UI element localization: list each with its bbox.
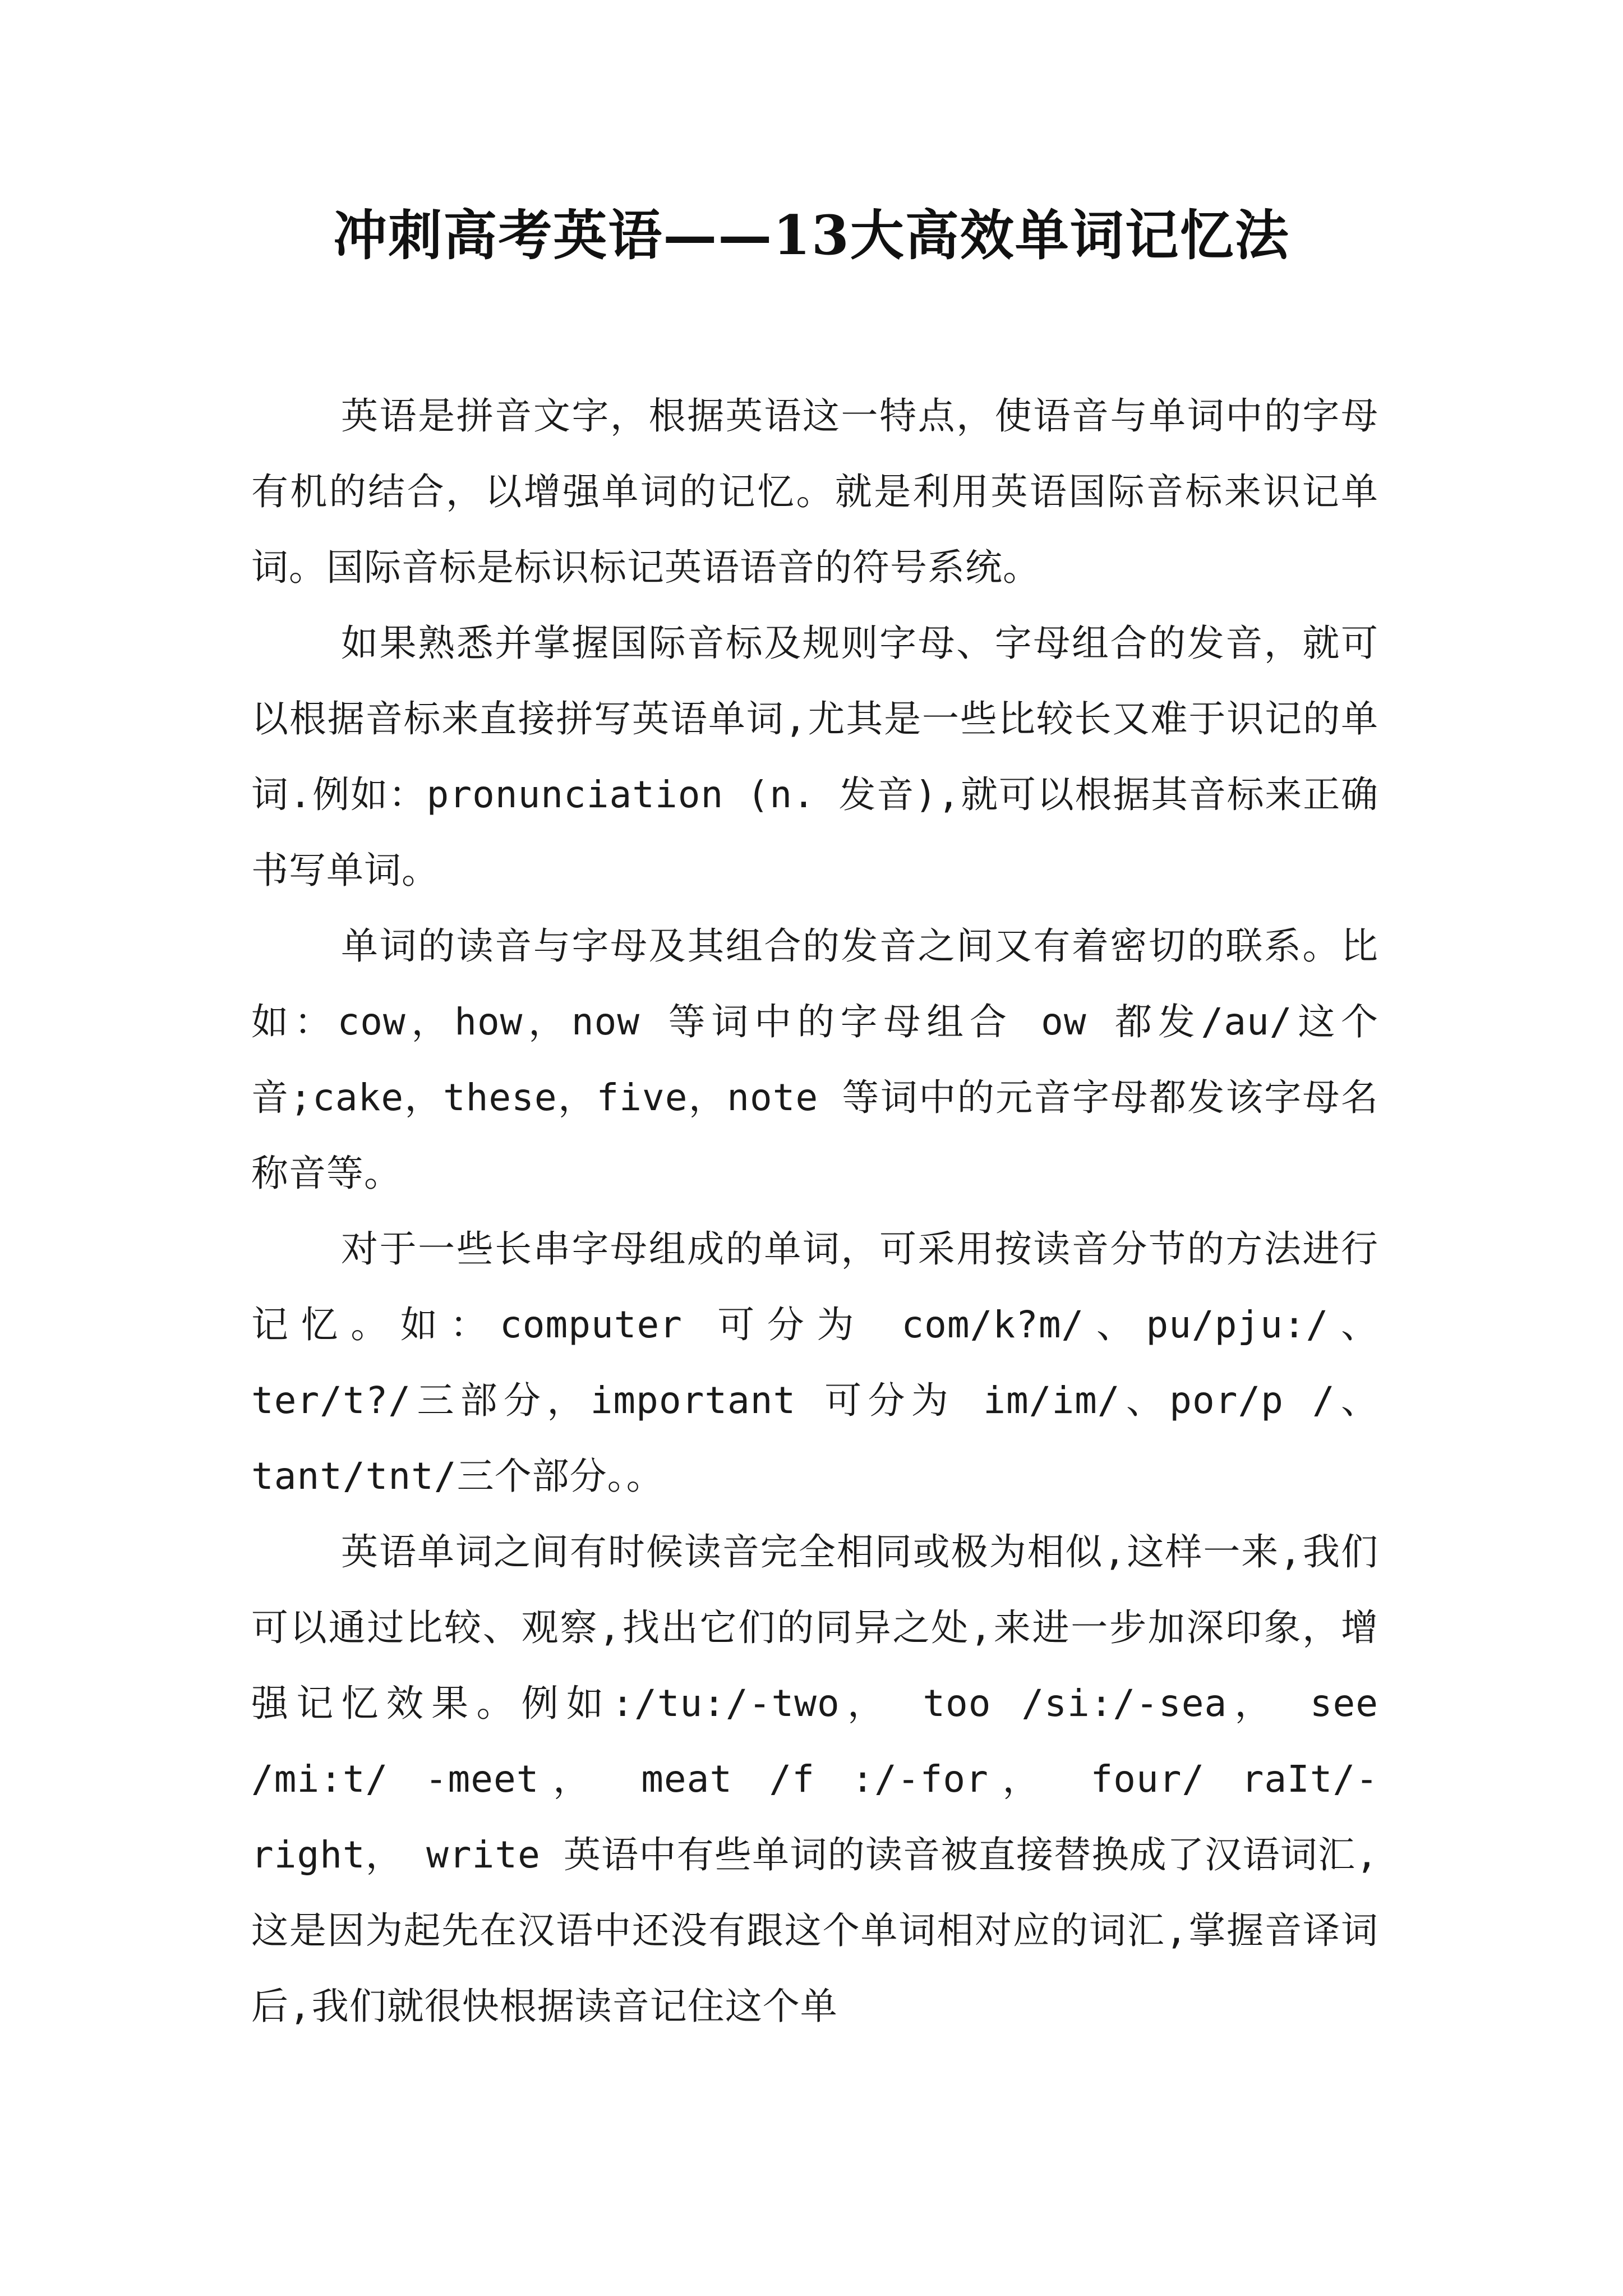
- paragraph-2: 如果熟悉并掌握国际音标及规则字母、字母组合的发音，就可以根据音标来直接拼写英语单词,尤其是一些比较长又难于识记的单词.例如：pronunciation (n. 发音),就可以根据其音标来正确书写单词。: [251, 622, 1378, 892]
- document-title: 冲刺高考英语——13大高效单词记忆法: [333, 204, 1290, 267]
- document-body: [251, 378, 1378, 2044]
- paragraph-1: 英语是拼音文字，根据英语这一特点，使语音与单词中的字母有机的结合，以增强单词的记忆。就是利用英语国际音标来识记单词。国际音标是标识标记英语语音的符号系统。: [251, 394, 1378, 589]
- paragraph-4: 对于一些长串字母组成的单词，可采用按读音分节的方法进行记忆。如：computer 可分为 com/k?m/、pu/pju:/、ter/t?/三部分，important 可分为 im/im/、por/p /、tant/tnt/三个部分。。: [251, 1227, 1378, 1498]
- paragraph-3: 单词的读音与字母及其组合的发音之间又有着密切的联系。比如：cow，how，now 等词中的字母组合 ow 都发/au/这个音;cake，these，five，note 等词中的元音字母都发该字母名称音等。: [251, 924, 1378, 1195]
- paragraph-5: 英语单词之间有时候读音完全相同或极为相似,这样一来,我们可以通过比较、观察,找出它们的同异之处,来进一步加深印象，增强记忆效果。例如:/tu:/-two， too /si:/-sea， see /mi:t/ -meet， meat /f :/-for， four/ raIt/-right， write 英语中有些单词的读音被直接替换成了汉语词汇,这是因为起先在汉语中还没有跟这个单词相对应的词汇,掌握音译词后,我们就很快根据读音记住这个单: [251, 1530, 1378, 2028]
